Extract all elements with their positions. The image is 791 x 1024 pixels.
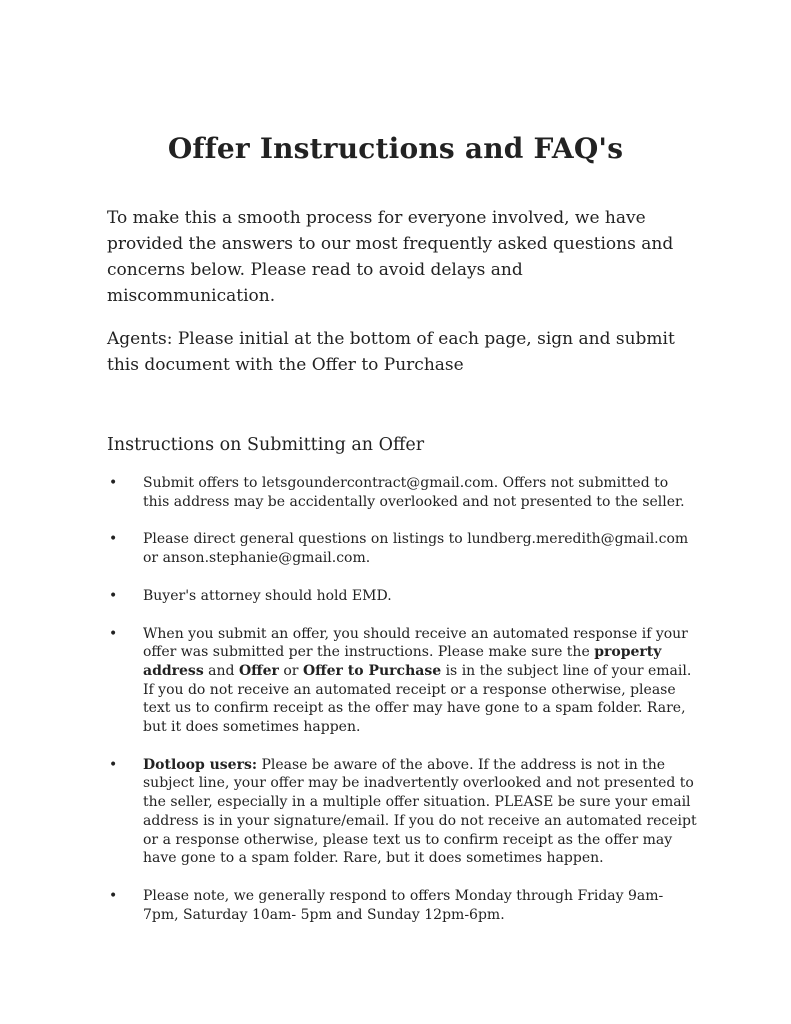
document-title: Offer Instructions and FAQ's [167, 132, 624, 165]
text-segment: Buyer's attorney should hold EMD. [143, 587, 392, 604]
bullet-text [143, 588, 392, 604]
bullet-marker: • [109, 887, 118, 904]
text-segment: When you submit an offer, you should receive an automated response if your offer was submitted per the instructions. Please make sure the [143, 625, 688, 661]
bullet-text [143, 475, 685, 510]
bullet-marker: • [109, 625, 118, 642]
bullet-item-response-hours [107, 887, 698, 924]
text-segment-bold: property address [143, 644, 662, 679]
text-segment: and [203, 662, 239, 679]
bullet-marker: • [109, 756, 118, 773]
bullet-item-automated-response [107, 625, 698, 737]
bullet-list [107, 474, 698, 924]
bullet-item-submit-offers [107, 474, 698, 511]
section-heading: Instructions on Submitting an Offer [107, 435, 425, 455]
text-segment: Please direct general questions on listings to lundberg.meredith@gmail.com or anson.stephanie@gmail.com. [143, 531, 689, 567]
text-segment: Submit offers to letsgoundercontract@gmail.com. Offers not submitted to this address may be accidentally overlooked and not presented to the seller. [143, 475, 685, 510]
bullet-text [143, 888, 663, 923]
bullet-item-general-questions [107, 530, 698, 567]
text-segment: or [278, 662, 303, 679]
text-segment-bold: Dotloop users: [143, 756, 257, 773]
text-segment: Please be aware of the above. If the address is not in the subject line, your offer may be inadvertently overlooked and not presented to the seller, especially in a multiple offer situation. PLEASE be sure your email address is in your signature/email. If you do not receive an automated receipt or a response otherwise, please text us to confirm receipt as the offer may have gone to a spam folder. Rare, but it does sometimes happen. [143, 756, 697, 867]
intro-paragraph: To make this a smooth process for everyone involved, we have provided the answers to our most frequently asked questions and concerns below. Please read to avoid delays and miscommunication. [107, 208, 674, 306]
bullet-item-buyers-attorney [107, 587, 698, 606]
text-segment-bold: Offer [238, 662, 279, 679]
text-segment: Please note, we generally respond to offers Monday through Friday 9am-7pm, Saturday 10am- 5pm and Sunday 12pm-6pm. [143, 887, 664, 923]
bullet-text [143, 531, 688, 566]
bullet-text [143, 757, 697, 867]
bullet-item-dotloop-users [107, 756, 698, 868]
bullet-text [143, 626, 691, 736]
text-segment: is in the subject line of your email. If you do not receive an automated receipt or a response otherwise, please text us to confirm receipt as the offer may have gone to a spam folder. Rare, but it does sometimes happen. [143, 662, 692, 736]
bullet-marker: • [109, 587, 118, 604]
bullet-marker: • [109, 531, 118, 548]
text-segment-bold: Offer to Purchase [302, 662, 442, 679]
bullet-marker: • [109, 475, 118, 491]
agents-paragraph: Agents: Please initial at the bottom of each page, sign and submit this document with the Offer to Purchase [107, 329, 675, 375]
